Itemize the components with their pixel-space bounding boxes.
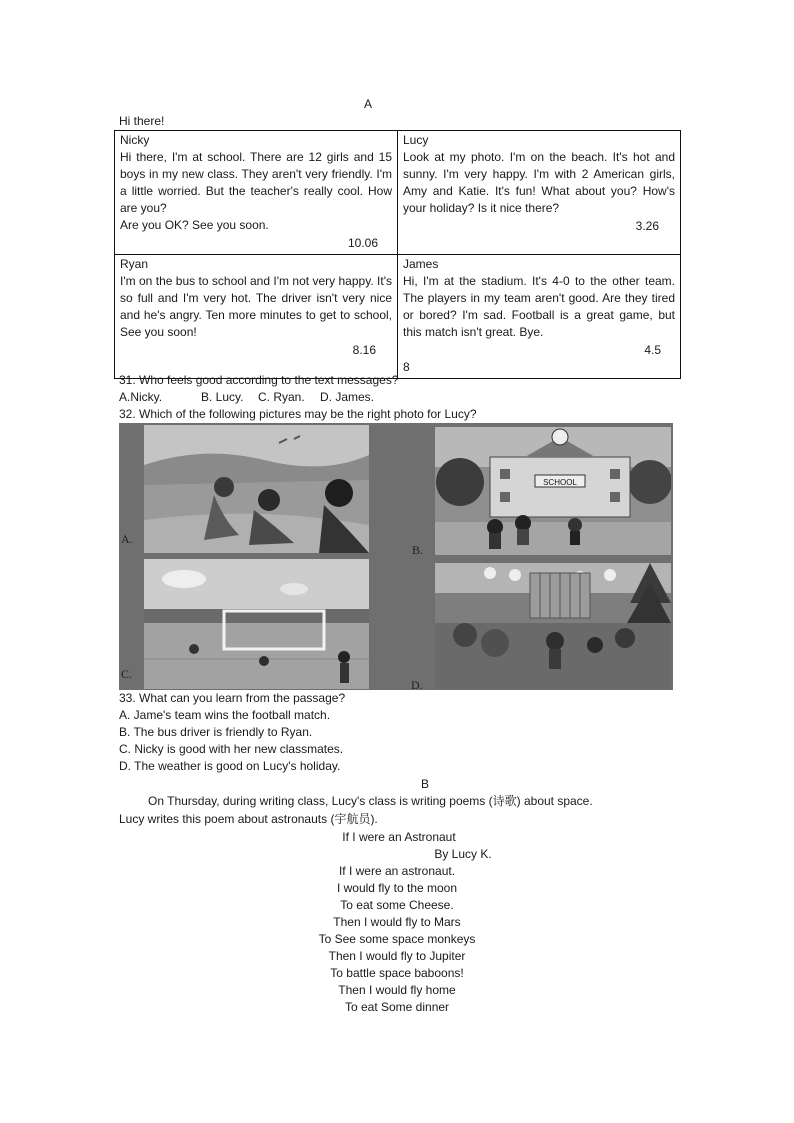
message-date: 10.06 [347,236,378,250]
message-sender: Nicky [120,133,150,147]
message-cell-lucy [398,131,681,255]
section-a-heading: A [364,97,373,111]
poem-author: By Lucy K. [434,847,492,861]
poem-line: To eat some Cheese. [340,898,454,912]
picture-d-park [435,563,671,689]
message-cell-james [398,255,681,379]
message-date: 3.26 [635,219,659,233]
section-b-heading: B [421,777,430,791]
section-b-intro-line-2: Lucy writes this poem about astronauts (宇航员). [119,812,378,826]
school-sign-text: SCHOOL [543,478,577,487]
message-cell-ryan [115,255,398,379]
poem-line: I would fly to the moon [336,881,458,895]
poem-title: If I were an Astronaut [342,830,456,844]
message-date: 8.16 [352,343,376,357]
section-b-intro-line-1: On Thursday, during writing class, Lucy's class is writing poems (诗歌) about space. [148,794,593,808]
poem-line: To See some space monkeys [318,932,476,946]
message-sender: Lucy [403,133,429,147]
poem-line: To eat Some dinner [344,1000,450,1014]
messages-table [114,130,681,379]
picture-label-b: B. [412,543,424,557]
message-sender: Ryan [120,257,149,271]
question-33: 33. What can you learn from the passage? [119,691,346,705]
picture-b-school [435,427,671,555]
message-cell-nicky [115,131,398,255]
question-33-option-a: A. Jame's team wins the football match. [119,708,331,722]
poem-line: If I were an astronaut. [338,864,456,878]
option-b: B. Lucy. [201,390,244,404]
picture-a-beach [144,425,369,553]
poem-line: Then I would fly to Jupiter [328,949,466,963]
question-32: 32. Which of the following pictures may be the right photo for Lucy? [119,407,477,421]
intro-text: Hi there! [119,114,165,128]
option-a: A.Nicky. [119,390,163,404]
poem-line: Then I would fly to Mars [333,915,461,929]
message-date: 4.5 [644,343,661,357]
picture-label-a: A. [121,532,133,546]
picture-label-d: D. [411,678,423,690]
question-33-option-d: D. The weather is good on Lucy's holiday. [119,759,341,773]
question-31-options [119,389,374,406]
question-33-option-c: C. Nicky is good with her new classmates. [119,742,344,756]
message-body: I'm on the bus to school and I'm not very happy. It's so full and I'm very hot. The driver isn't very nice and he's angry. Ten more minutes to get to school, See you soon! [120,274,392,339]
question-31: 31. Who feels good according to the text messages? [119,373,399,387]
poem-line: To battle space baboons! [330,966,464,980]
option-c: C. Ryan. [258,390,305,404]
picture-options-grid [119,423,673,690]
message-body: Hi there, I'm at school. There are 12 girls and 15 boys in my new class. They aren't very friendly. I'm a little worried. But the teacher's really cool. How are you? [120,150,392,215]
picture-c-football [144,559,369,689]
message-body: Hi, I'm at the stadium. It's 4-0 to the other team. The players in my team aren't good. Are they tired or bored? I'm sad. Football is a great game, but this match isn't great. Bye. [403,274,675,339]
message-body: Look at my photo. I'm on the beach. It's hot and sunny. I'm very happy. I'm with 2 American girls, Amy and Katie. It's fun! What about you? How's your holiday? Is it nice there? [403,150,675,215]
poem-line: Then I would fly home [338,983,456,997]
message-body-end: Are you OK? See you soon. [120,218,269,232]
message-date-overflow: 8 [403,360,410,374]
option-d: D. James. [320,390,375,404]
question-33-option-b: B. The bus driver is friendly to Ryan. [119,725,313,739]
message-sender: James [403,257,439,271]
picture-label-c: C. [121,667,133,681]
